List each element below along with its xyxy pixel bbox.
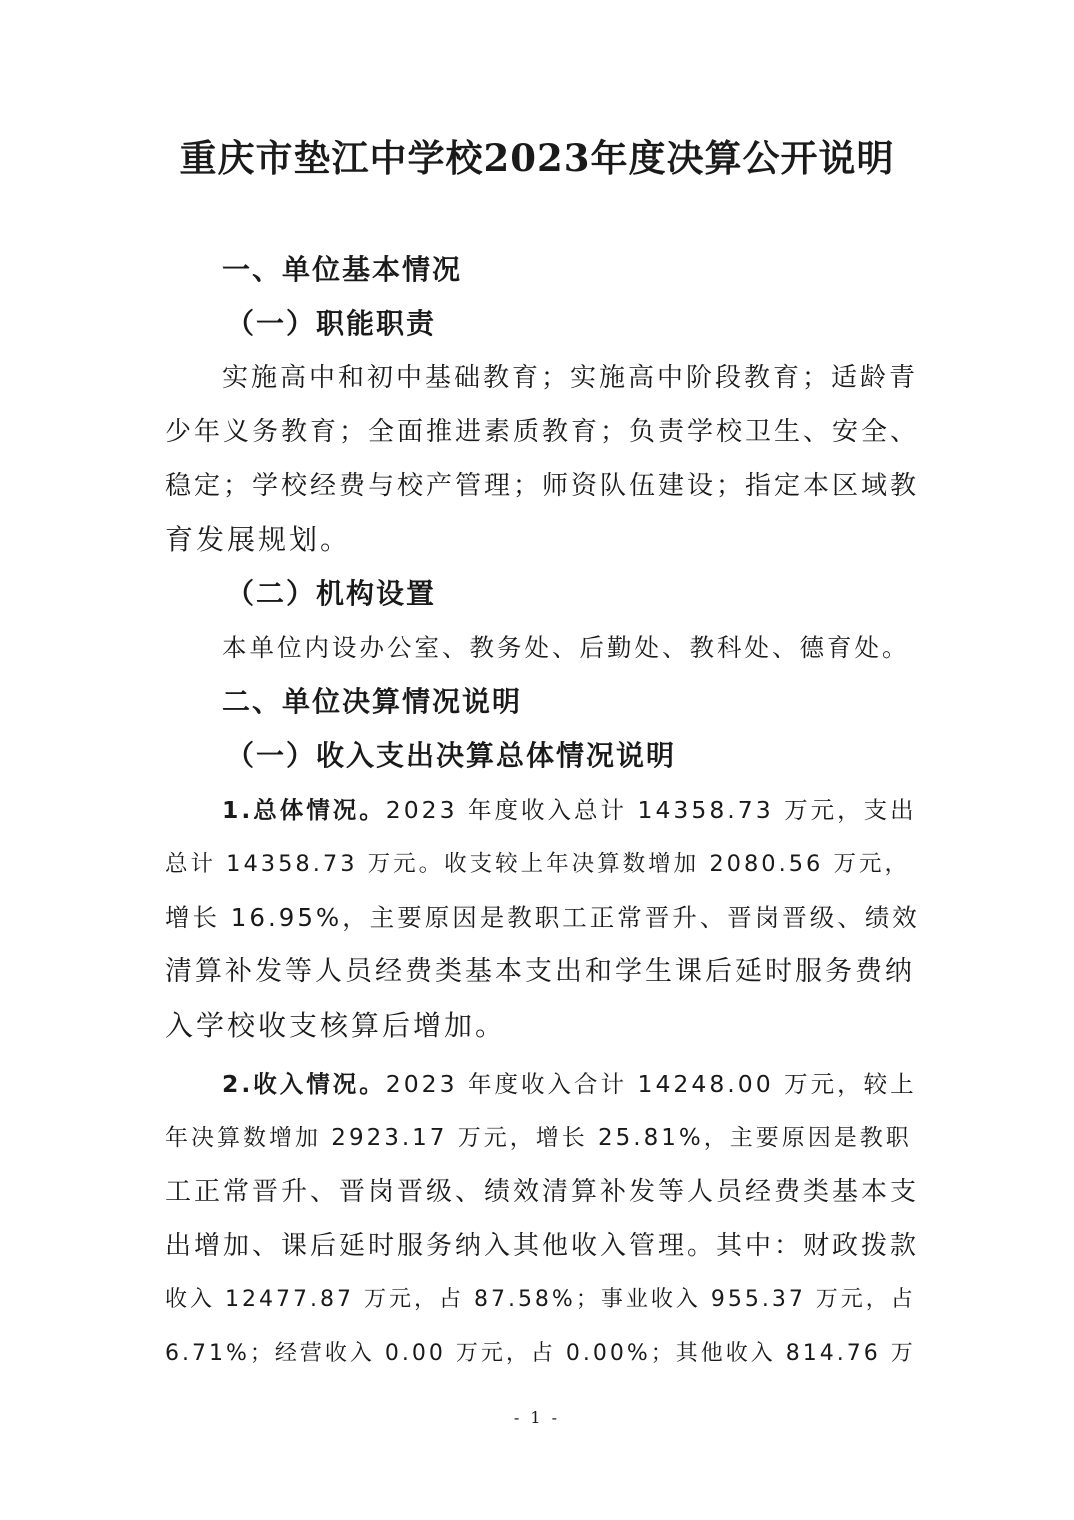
- paragraph-lead-income: 2.收入情况。: [222, 1070, 386, 1098]
- paragraph-line: 收入 12477.87 万元，占 87.58%；事业收入 955.37 万元，占: [165, 1287, 916, 1312]
- paragraph-text: 2023 年度收入合计 14248.00 万元，较上: [385, 1070, 917, 1098]
- subsection-heading-income-expense: （一）收入支出决算总体情况说明: [226, 739, 677, 772]
- section-heading-basic-info: 一、单位基本情况: [222, 253, 463, 286]
- paragraph-line: 总计 14358.73 万元。收支较上年决算数增加 2080.56 万元，: [165, 851, 911, 877]
- paragraph-line: [222, 790, 917, 830]
- paragraph-line: 育发展规划。: [165, 523, 352, 556]
- subsection-heading-functions: （一）职能职责: [226, 307, 437, 340]
- section-heading-final-accounts: 二、单位决算情况说明: [222, 685, 523, 718]
- paragraph-line: [222, 1064, 917, 1104]
- paragraph-lead-overall: 1.总体情况。: [222, 796, 386, 824]
- paragraph-line: 少年义务教育；全面推进素质教育；负责学校卫生、安全、: [165, 417, 920, 447]
- paragraph-line: 清算补发等人员经费类基本支出和学生课后延时服务费纳: [165, 956, 915, 987]
- paragraph-text: 2023 年度收入总计 14358.73 万元，支出: [385, 796, 917, 824]
- paragraph-line: 入学校收支核算后增加。: [165, 1009, 507, 1042]
- paragraph-line: 本单位内设办公室、教务处、后勤处、教科处、德育处。: [222, 633, 910, 662]
- paragraph-line: 稳定；学校经费与校产管理；师资队伍建设；指定本区域教: [165, 471, 920, 501]
- subsection-heading-organization: （二）机构设置: [226, 577, 437, 610]
- page-number: - 1 -: [513, 1408, 561, 1427]
- paragraph-line: 增长 16.95%，主要原因是教职工正常晋升、晋岗晋级、绩效: [165, 903, 920, 932]
- paragraph-line: 6.71%；经营收入 0.00 万元，占 0.00%；其他收入 814.76 万: [165, 1341, 916, 1366]
- paragraph-line: 工正常晋升、晋岗晋级、绩效清算补发等人员经费类基本支: [165, 1177, 920, 1207]
- paragraph-line: 年决算数增加 2923.17 万元，增长 25.81%，主要原因是教职: [165, 1125, 912, 1151]
- paragraph-line: 实施高中和初中基础教育；实施高中阶段教育；适龄青: [222, 363, 919, 393]
- paragraph-line: 出增加、课后延时服务纳入其他收入管理。其中：财政拨款: [165, 1231, 920, 1261]
- document-title: 重庆市垫江中学校2023年度决算公开说明: [179, 136, 895, 180]
